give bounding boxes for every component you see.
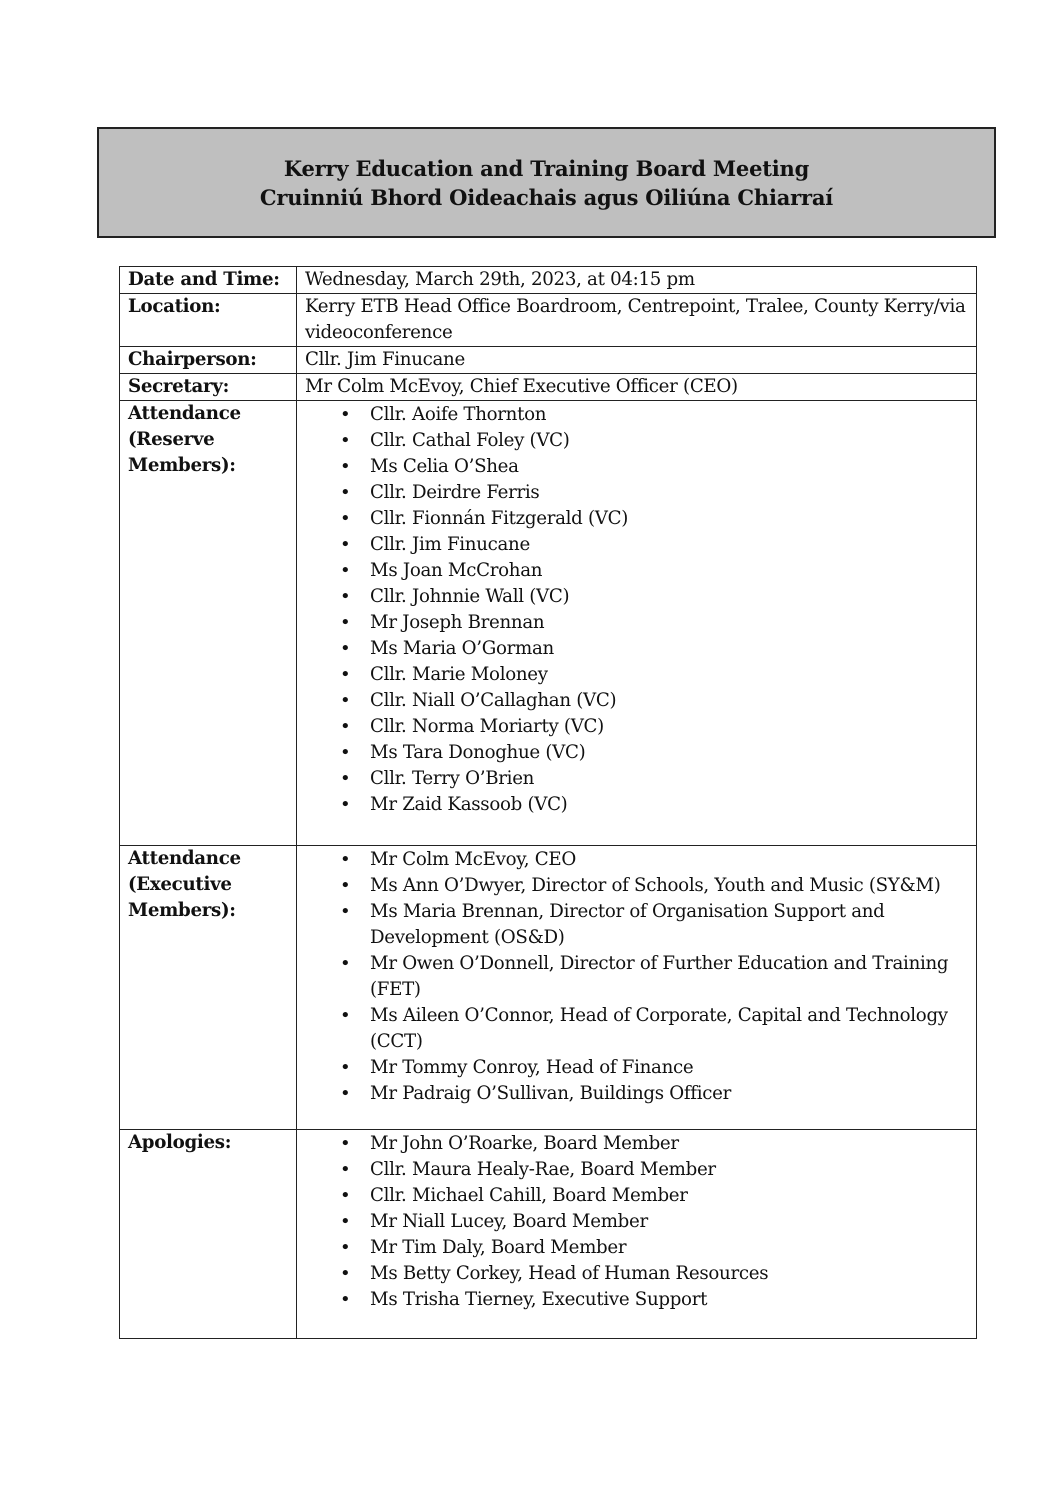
list-item: • Cllr. Fionnán Fitzgerald (VC) (305, 506, 968, 532)
list-item: • Cllr. Marie Moloney (305, 662, 968, 688)
list-item: • Ms Maria O’Gorman (305, 636, 968, 662)
list-item: • Ms Ann O’Dwyer, Director of Schools, Youth and Music (SY&M) (305, 873, 968, 899)
apologies-list (305, 1130, 968, 1313)
list-item: • Cllr. Cathal Foley (VC) (305, 428, 968, 454)
meeting-details-table (119, 266, 977, 1339)
apologies-cell (297, 1130, 977, 1339)
list-item: • Cllr. Johnnie Wall (VC) (305, 584, 968, 610)
table-row-attendance-reserve (120, 401, 977, 846)
list-item: • Cllr. Michael Cahill, Board Member (305, 1183, 968, 1209)
attendance-reserve-list (305, 401, 968, 818)
date-label: Date and Time: (120, 267, 297, 294)
list-item: • Cllr. Jim Finucane (305, 532, 968, 558)
attendance-executive-cell (297, 846, 977, 1130)
list-item: • Mr Padraig O’Sullivan, Buildings Officer (305, 1081, 968, 1107)
attendance-executive-label: Attendance (Executive Members): (120, 846, 297, 1130)
list-item: • Mr Owen O’Donnell, Director of Further Education and Training (FET) (305, 951, 968, 1003)
secretary-label: Secretary: (120, 374, 297, 401)
chair-label: Chairperson: (120, 347, 297, 374)
list-item: • Ms Tara Donoghue (VC) (305, 740, 968, 766)
date-value: Wednesday, March 29th, 2023, at 04:15 pm (297, 267, 977, 294)
list-item: • Mr Tim Daly, Board Member (305, 1235, 968, 1261)
list-item: • Mr John O’Roarke, Board Member (305, 1131, 968, 1157)
list-item: • Cllr. Maura Healy-Rae, Board Member (305, 1157, 968, 1183)
document-title-box (97, 127, 996, 238)
title-english: Kerry Education and Training Board Meeting (283, 155, 810, 181)
attendance-reserve-cell (297, 401, 977, 846)
table-row-date (120, 267, 977, 294)
attendance-reserve-label: Attendance (Reserve Members): (120, 401, 297, 846)
list-item: • Ms Aileen O’Connor, Head of Corporate, Capital and Technology (CCT) (305, 1003, 968, 1055)
location-label: Location: (120, 294, 297, 347)
title-irish: Cruinniú Bhord Oideachais agus Oiliúna Chiarraí (259, 184, 834, 210)
list-item: • Ms Joan McCrohan (305, 558, 968, 584)
list-item: • Mr Tommy Conroy, Head of Finance (305, 1055, 968, 1081)
list-item: • Mr Joseph Brennan (305, 610, 968, 636)
secretary-value: Mr Colm McEvoy, Chief Executive Officer (CEO) (297, 374, 977, 401)
list-item: • Cllr. Aoife Thornton (305, 402, 968, 428)
list-item: • Cllr. Norma Moriarty (VC) (305, 714, 968, 740)
list-item: • Mr Niall Lucey, Board Member (305, 1209, 968, 1235)
chair-value: Cllr. Jim Finucane (297, 347, 977, 374)
location-value: Kerry ETB Head Office Boardroom, Centrepoint, Tralee, County Kerry/via videoconference (297, 294, 977, 347)
attendance-executive-list (305, 846, 968, 1107)
list-item: • Cllr. Terry O’Brien (305, 766, 968, 792)
list-item: • Ms Trisha Tierney, Executive Support (305, 1287, 968, 1313)
list-item: • Cllr. Niall O’Callaghan (VC) (305, 688, 968, 714)
list-item: • Mr Zaid Kassoob (VC) (305, 792, 968, 818)
list-item: • Cllr. Deirdre Ferris (305, 480, 968, 506)
list-item: • Mr Colm McEvoy, CEO (305, 847, 968, 873)
table-row-apologies (120, 1130, 977, 1339)
list-item: • Ms Maria Brennan, Director of Organisation Support and Development (OS&D) (305, 899, 968, 951)
table-row-secretary (120, 374, 977, 401)
apologies-label: Apologies: (120, 1130, 297, 1339)
list-item: • Ms Betty Corkey, Head of Human Resources (305, 1261, 968, 1287)
list-item: • Ms Celia O’Shea (305, 454, 968, 480)
table-row-location (120, 294, 977, 347)
table-row-attendance-executive (120, 846, 977, 1130)
table-row-chair (120, 347, 977, 374)
